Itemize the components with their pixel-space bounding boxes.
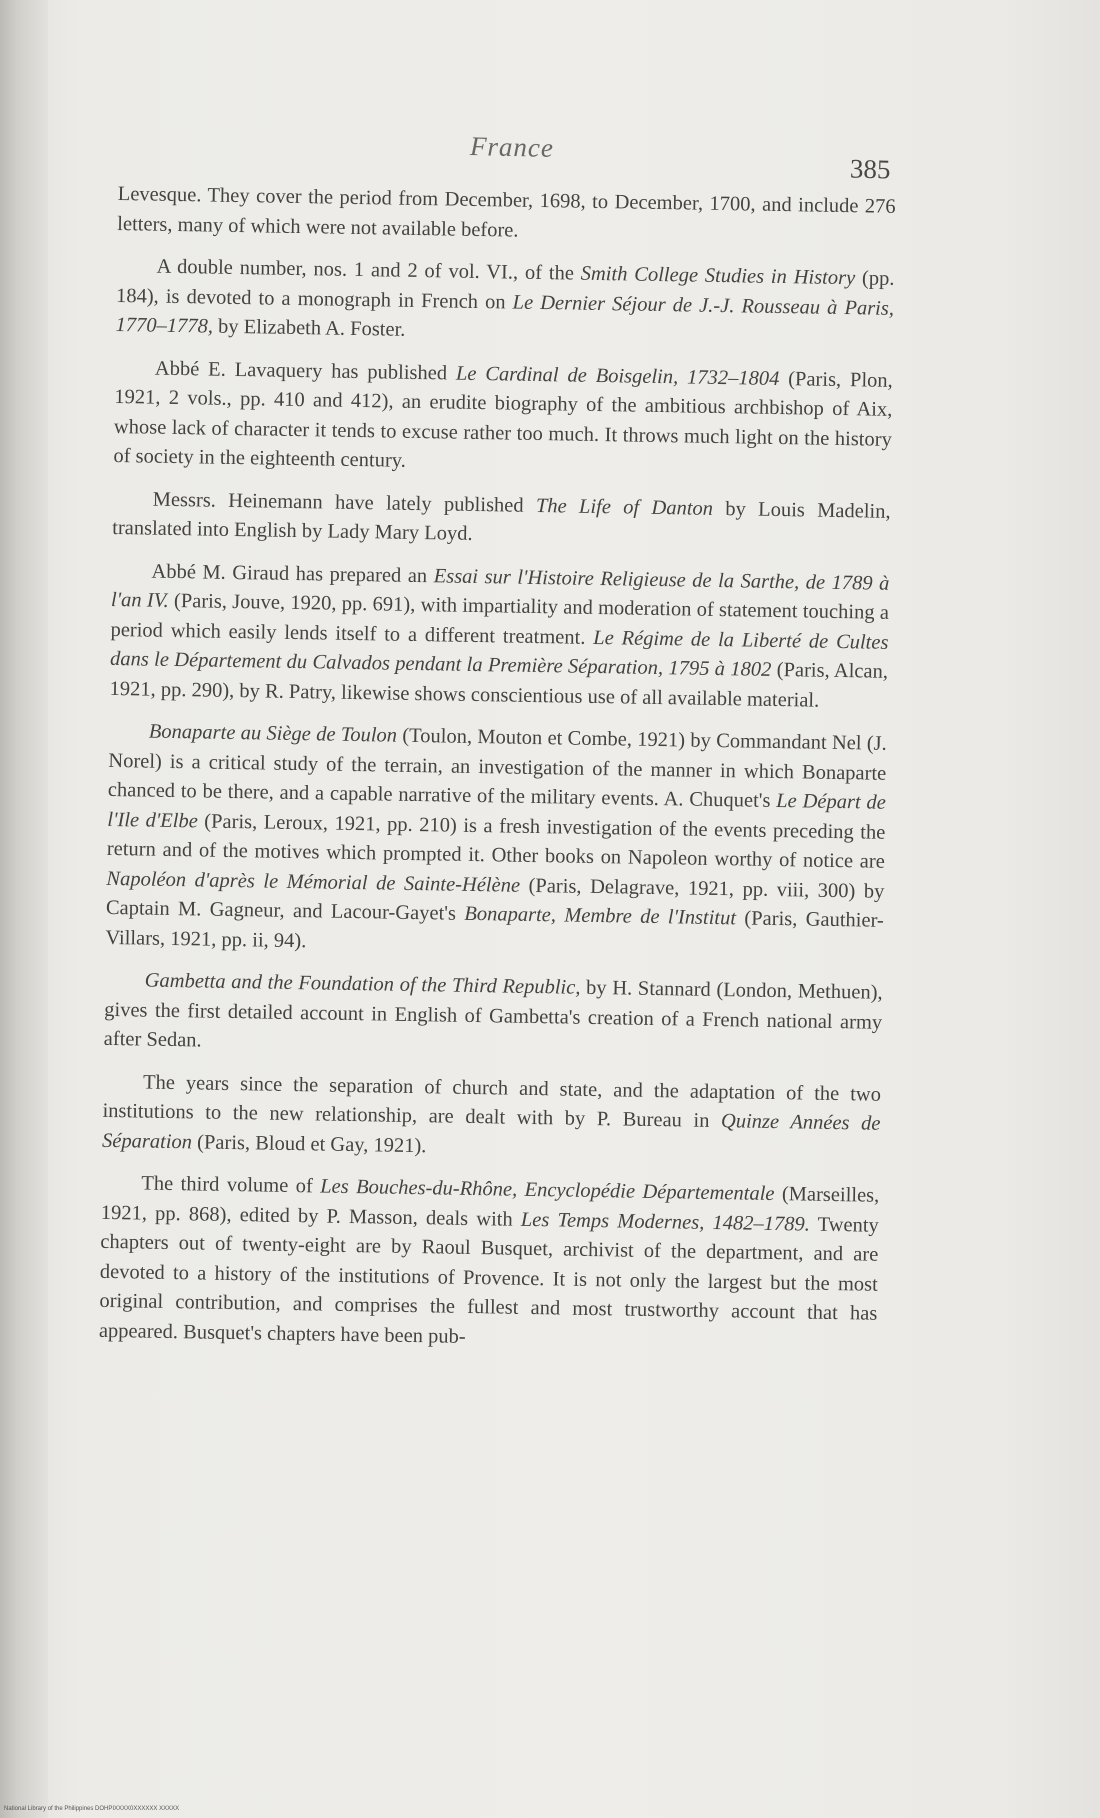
- body-text: [98, 180, 895, 1372]
- book-spine-shadow: [0, 0, 48, 1818]
- book-title: Smith College Studies in History: [580, 262, 856, 290]
- paragraph: [102, 1067, 881, 1168]
- text-run: Levesque. They cover the period from December, 1698, to December, 1700, and include 276 letters, many of which were not available before.: [117, 182, 896, 242]
- text-run: Twenty chapters out of twenty-eight are by Raoul Busquet, archivist of the department, and are devoted to a history of the institutions of Provence. It is not only the largest but the most original contribution, and comprises the fullest and most trustworthy account that has appeared. Busquet's chapters have been pub-: [98, 1213, 879, 1348]
- paragraph: [99, 1169, 880, 1359]
- text-run: Messrs. Heinemann have lately published: [152, 488, 537, 517]
- text-run: by H. Stannard (London, Methuen), gives the first detailed account in English of Gambetta's creation of a French national army after Sedan.: [103, 976, 883, 1052]
- book-title: Gambetta and the Foundation of the Third Republic,: [144, 969, 581, 999]
- text-run: Abbé E. Lavaquery has published: [154, 357, 457, 385]
- paragraph: [117, 180, 896, 252]
- book-title: The Life of Danton: [535, 494, 714, 520]
- text-run: (Paris, Delagrave, 1921, pp. viii, 300) by Captain M. Gagneur, and Lacour-Gayet's: [105, 874, 885, 925]
- book-title: Essai sur l'Histoire Religieuse de la Sarthe, de 1789 à l'an IV.: [110, 564, 890, 612]
- text-run: (Paris, Plon, 1921, 2 vols., pp. 410 and 412), an erudite biography of the ambitious archbishop of Aix, whose lack of character it tends to excuse rather too much. It throws much light on the history of society in the eighteenth century.: [113, 367, 893, 472]
- text-run: (Paris, Leroux, 1921, pp. 210) is a fresh investigation of the events preceding the return and of the motives which prompted it. Other books on Napoleon worthy of notice are: [106, 809, 886, 873]
- paragraph: [105, 717, 887, 966]
- paragraph: [115, 252, 894, 353]
- scan-credit: National Library of the Philippines DOHPIXXXX0XXXXXX XXXXX: [4, 1806, 180, 1812]
- text-run: (Paris, Alcan, 1921, pp. 290), by R. Patry, likewise shows conscientious use of all available material.: [109, 658, 889, 712]
- book-title: Le Départ de l'Ile d'Elbe: [107, 790, 886, 832]
- text-run: (Marseilles, 1921, pp. 868), edited by P. Masson, deals with: [100, 1183, 880, 1231]
- text-run: The third volume of: [141, 1172, 321, 1198]
- text-run: A double number, nos. 1 and 2 of vol. VI., of the: [156, 255, 581, 285]
- running-head: France: [469, 131, 555, 163]
- book-title: Bonaparte, Membre de l'Institut: [464, 902, 737, 930]
- book-title: Bonaparte au Siège de Toulon: [148, 720, 398, 747]
- text-run: (Toulon, Mouton et Combe, 1921) by Commandant Nel (J. Norel) is a critical study of the terrain, an investigation of the manner in which Bonaparte chanced to be there, and a capable narrative of the military events. A. Chuquet's: [107, 724, 887, 812]
- text-run: (Paris, Bloud et Gay, 1921).: [191, 1130, 427, 1157]
- text-run: (pp. 184), is devoted to a monograph in French on: [115, 267, 895, 314]
- paragraph: [104, 966, 883, 1067]
- text-run: (Paris, Gauthier-Villars, 1921, pp. ii, 94).: [105, 907, 885, 952]
- text-run: The years since the separation of church and state, and the adaptation of the two institutions to the new relationship, are dealt with by P. Bureau in: [102, 1071, 882, 1133]
- book-title: Les Temps Modernes, 1482–1789.: [520, 1208, 811, 1236]
- text-run: Abbé M. Giraud has prepared an: [151, 560, 434, 587]
- paragraph: [112, 484, 891, 556]
- text-run: by Elizabeth A. Foster.: [212, 315, 406, 341]
- book-title: Quinze Années de Séparation: [101, 1110, 881, 1153]
- book-title: Napoléon d'après le Mémorial de Sainte-Hélène: [106, 867, 521, 897]
- book-title: Le Régime de la Liberté de Cultes dans le Département du Calvados pendant la Première Séparation, 1795 à 1802: [109, 626, 889, 681]
- book-title: Le Cardinal de Boisgelin, 1732–1804: [455, 362, 780, 390]
- page-number: 385: [849, 153, 891, 185]
- text-run: (Paris, Jouve, 1920, pp. 691), with impartiality and moderation of statement touching a period which easily lends itself to a different treatment.: [110, 589, 890, 649]
- paragraph: [113, 353, 893, 484]
- text-run: by Louis Madelin, translated into English by Lady Mary Loyd.: [112, 497, 891, 545]
- book-title: Le Dernier Séjour de J.-J. Rousseau à Paris, 1770–1778,: [115, 291, 895, 338]
- book-title: Les Bouches-du-Rhône, Encyclopédie Départementale: [320, 1175, 775, 1206]
- paragraph: [109, 556, 889, 716]
